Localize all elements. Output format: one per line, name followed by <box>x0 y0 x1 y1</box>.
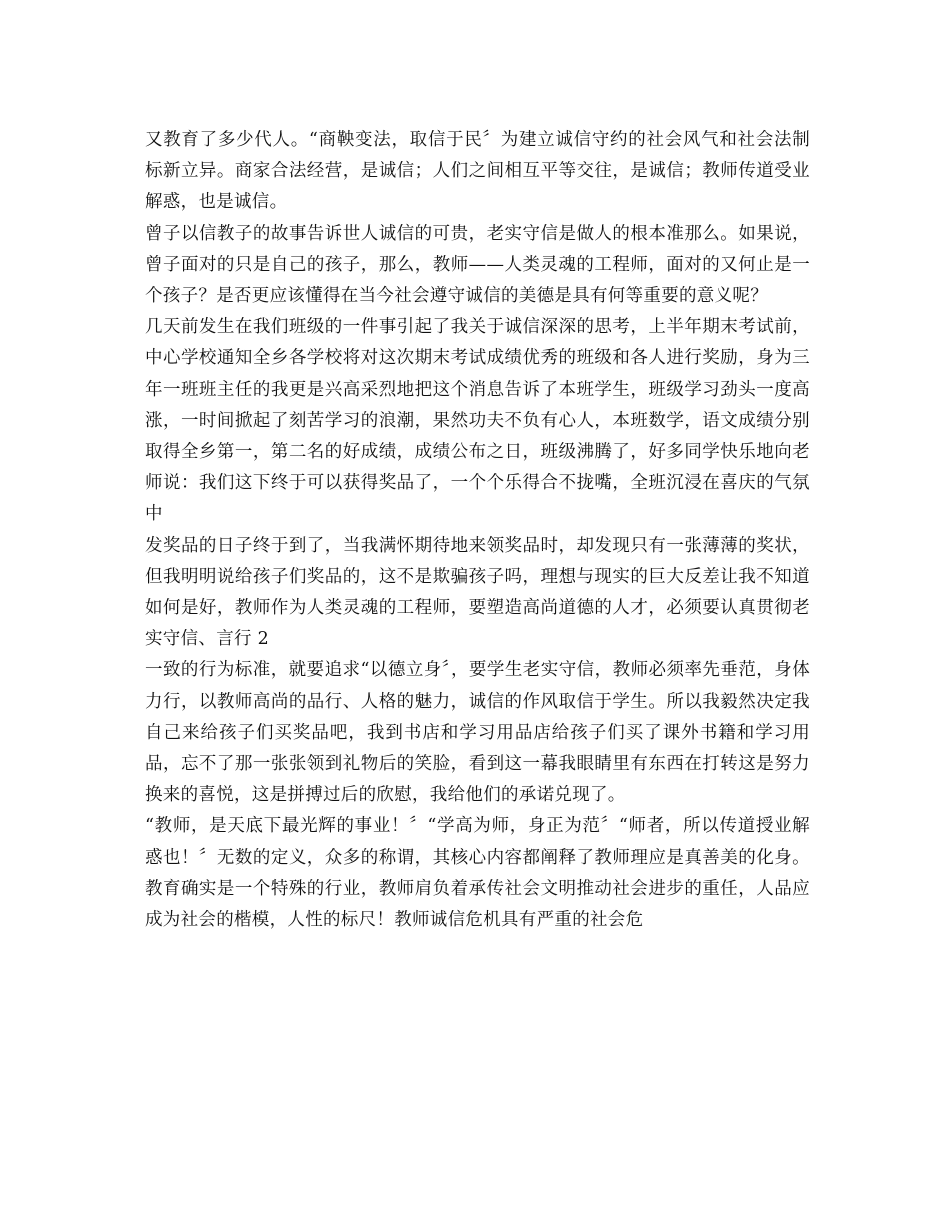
paragraph-3: 几天前发生在我们班级的一件事引起了我关于诚信深深的思考，上半年期末考试前，中心学校通知全乡各学校将对这次期末考试成绩优秀的班级和各人进行奖励，身为三年一班班主任的我更是兴高采烈地把这个消息告诉了本班学生，班级学习劲头一度高涨，一时间掀起了刻苦学习的浪潮，果然功夫不负有心人，本班数学，语文成绩分别取得全乡第一，第二名的好成绩，成绩公布之日，班级沸腾了，好多同学快乐地向老师说：我们这下终于可以获得奖品了，一个个乐得合不拢嘴，全班沉浸在喜庆的气氛中 <box>145 317 810 525</box>
paragraph-2: 曾子以信教子的故事告诉世人诚信的可贵，老实守信是做人的根本准那么。如果说，曾子面对的只是自己的孩子，那么，教师——人类灵魂的工程师，面对的又何止是一个孩子？是否更应该懂得在当今社会遵守诚信的美德是具有何等重要的意义呢？ <box>145 223 810 307</box>
paragraph-1: 又教育了多少代人。“商鞅变法，取信于民〞为建立诚信守约的社会风气和社会法制标新立异。商家合法经营，是诚信；人们之间相互平等交往，是诚信；教师传道受业解惑，也是诚信。 <box>145 130 810 213</box>
paragraph-6: “教师，是天底下最光辉的事业！〞“学高为师，身正为范〞“师者，所以传道授业解惑也！〞无数的定义，众多的称谓，其核心内容都阐释了教师理应是真善美的化身。教育确实是一个特殊的行业，教师肩负着承传社会文明推动社会进步的重任，人品应成为社会的楷模，人性的标尺！教师诚信危机具有严重的社会危 <box>145 816 810 931</box>
paragraph-4: 发奖品的日子终于到了，当我满怀期待地来领奖品时，却发现只有一张薄薄的奖状，但我明明说给孩子们奖品的，这不是欺骗孩子吗，理想与现实的巨大反差让我不知道如何是好，教师作为人类灵魂的工程师，要塑造高尚道德的人才，必须要认真贯彻老实守信、言行 2 <box>145 535 810 650</box>
document-body <box>145 125 810 936</box>
paragraph-5: 一致的行为标准，就要追求“以德立身〞，要学生老实守信，教师必须率先垂范，身体力行，以教师高尚的品行、人格的魅力，诚信的作风取信于学生。所以我毅然决定我自己来给孩子们买奖品吧，我到书店和学习用品店给孩子们买了课外书籍和学习用品，忘不了那一张张领到礼物后的笑脸，看到这一幕我眼睛里有东西在打转这是努力换来的喜悦，这是拼搏过后的欣慰，我给他们的承诺兑现了。 <box>145 660 810 806</box>
